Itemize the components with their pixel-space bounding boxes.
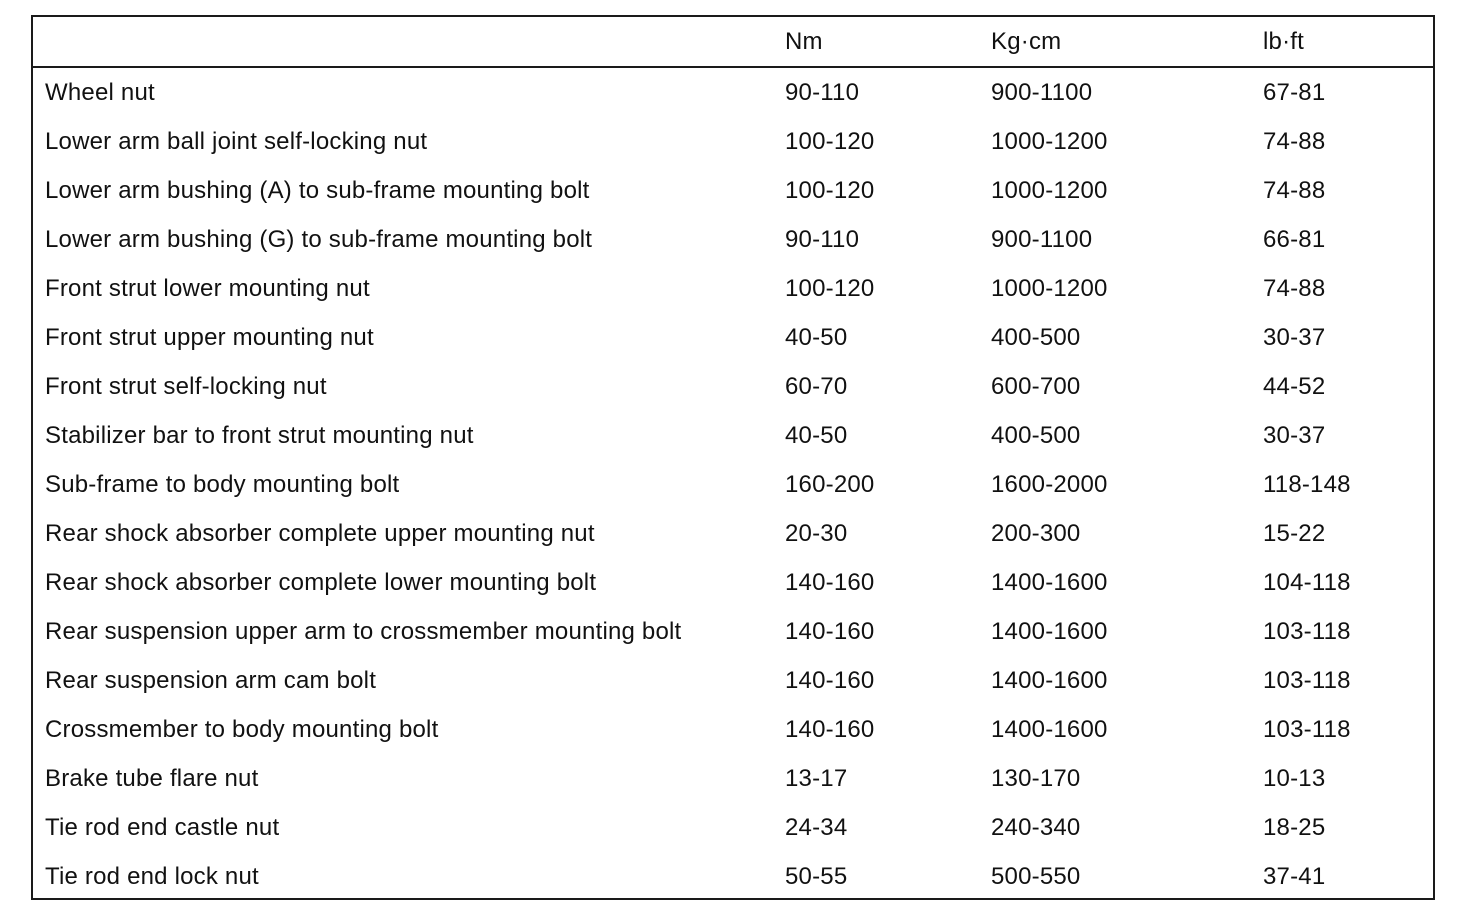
row-item: Lower arm bushing (A) to sub-frame mounting bolt — [45, 176, 590, 204]
row-nm: 60-70 — [785, 372, 848, 400]
table-row — [33, 68, 1433, 117]
row-kgcm: 200-300 — [991, 519, 1081, 547]
row-kgcm: 1400-1600 — [991, 568, 1108, 596]
row-item: Front strut self-locking nut — [45, 372, 327, 400]
row-nm: 100-120 — [785, 127, 875, 155]
row-kgcm: 600-700 — [991, 372, 1081, 400]
row-item: Sub-frame to body mounting bolt — [45, 470, 400, 498]
table-row — [33, 411, 1433, 460]
row-nm: 140-160 — [785, 617, 875, 645]
row-lbft: 103-118 — [1263, 617, 1351, 645]
row-lbft: 118-148 — [1263, 470, 1351, 498]
row-kgcm: 400-500 — [991, 421, 1081, 449]
row-kgcm: 900-1100 — [991, 78, 1093, 106]
row-kgcm: 1400-1600 — [991, 617, 1108, 645]
row-nm: 100-120 — [785, 176, 875, 204]
table-row — [33, 362, 1433, 411]
row-lbft: 66-81 — [1263, 225, 1326, 253]
row-lbft: 67-81 — [1263, 78, 1326, 106]
row-kgcm: 1000-1200 — [991, 176, 1108, 204]
table-row — [33, 558, 1433, 607]
table-row — [33, 705, 1433, 754]
header-kgcm: Kg·cm — [991, 27, 1062, 55]
row-lbft: 103-118 — [1263, 715, 1351, 743]
row-kgcm: 900-1100 — [991, 225, 1093, 253]
row-kgcm: 400-500 — [991, 323, 1081, 351]
table-row — [33, 754, 1433, 803]
table-header-row — [33, 17, 1433, 68]
row-lbft: 30-37 — [1263, 323, 1326, 351]
table-row — [33, 117, 1433, 166]
row-item: Rear suspension arm cam bolt — [45, 666, 377, 694]
row-lbft: 104-118 — [1263, 568, 1351, 596]
header-lbft: lb·ft — [1263, 27, 1305, 55]
row-kgcm: 1400-1600 — [991, 666, 1108, 694]
row-kgcm: 130-170 — [991, 764, 1081, 792]
table-row — [33, 215, 1433, 264]
row-item: Rear shock absorber complete upper mounting nut — [45, 519, 595, 547]
table-row — [33, 264, 1433, 313]
row-lbft: 74-88 — [1263, 176, 1326, 204]
row-item: Front strut upper mounting nut — [45, 323, 374, 351]
row-item: Lower arm bushing (G) to sub-frame mounting bolt — [45, 225, 593, 253]
row-item: Stabilizer bar to front strut mounting nut — [45, 421, 474, 449]
row-kgcm: 1400-1600 — [991, 715, 1108, 743]
table-row — [33, 656, 1433, 705]
table-row — [33, 509, 1433, 558]
row-kgcm: 240-340 — [991, 813, 1081, 841]
row-nm: 40-50 — [785, 421, 848, 449]
row-kgcm: 500-550 — [991, 862, 1081, 890]
row-nm: 90-110 — [785, 78, 860, 106]
row-lbft: 74-88 — [1263, 127, 1326, 155]
table-row — [33, 313, 1433, 362]
row-nm: 140-160 — [785, 715, 875, 743]
row-lbft: 15-22 — [1263, 519, 1326, 547]
row-lbft: 103-118 — [1263, 666, 1351, 694]
row-item: Tie rod end lock nut — [45, 862, 259, 890]
row-lbft: 18-25 — [1263, 813, 1326, 841]
row-item: Wheel nut — [45, 78, 155, 106]
row-kgcm: 1000-1200 — [991, 274, 1108, 302]
row-nm: 140-160 — [785, 666, 875, 694]
row-lbft: 44-52 — [1263, 372, 1326, 400]
row-lbft: 74-88 — [1263, 274, 1326, 302]
row-item: Rear suspension upper arm to crossmember mounting bolt — [45, 617, 682, 645]
row-lbft: 30-37 — [1263, 421, 1326, 449]
row-nm: 40-50 — [785, 323, 848, 351]
row-item: Rear shock absorber complete lower mounting bolt — [45, 568, 597, 596]
row-nm: 50-55 — [785, 862, 848, 890]
row-item: Tie rod end castle nut — [45, 813, 280, 841]
row-kgcm: 1600-2000 — [991, 470, 1108, 498]
table-row — [33, 803, 1433, 852]
torque-spec-table — [31, 15, 1435, 900]
row-item: Front strut lower mounting nut — [45, 274, 370, 302]
table-row — [33, 852, 1433, 901]
row-nm: 90-110 — [785, 225, 860, 253]
row-item: Lower arm ball joint self-locking nut — [45, 127, 428, 155]
row-item: Brake tube flare nut — [45, 764, 259, 792]
row-nm: 100-120 — [785, 274, 875, 302]
row-nm: 140-160 — [785, 568, 875, 596]
row-nm: 20-30 — [785, 519, 848, 547]
row-lbft: 37-41 — [1263, 862, 1326, 890]
header-nm: Nm — [785, 27, 823, 55]
row-kgcm: 1000-1200 — [991, 127, 1108, 155]
table-row — [33, 166, 1433, 215]
table-row — [33, 607, 1433, 656]
table-row — [33, 460, 1433, 509]
row-nm: 24-34 — [785, 813, 848, 841]
row-item: Crossmember to body mounting bolt — [45, 715, 439, 743]
row-nm: 160-200 — [785, 470, 875, 498]
row-lbft: 10-13 — [1263, 764, 1326, 792]
row-nm: 13-17 — [785, 764, 848, 792]
